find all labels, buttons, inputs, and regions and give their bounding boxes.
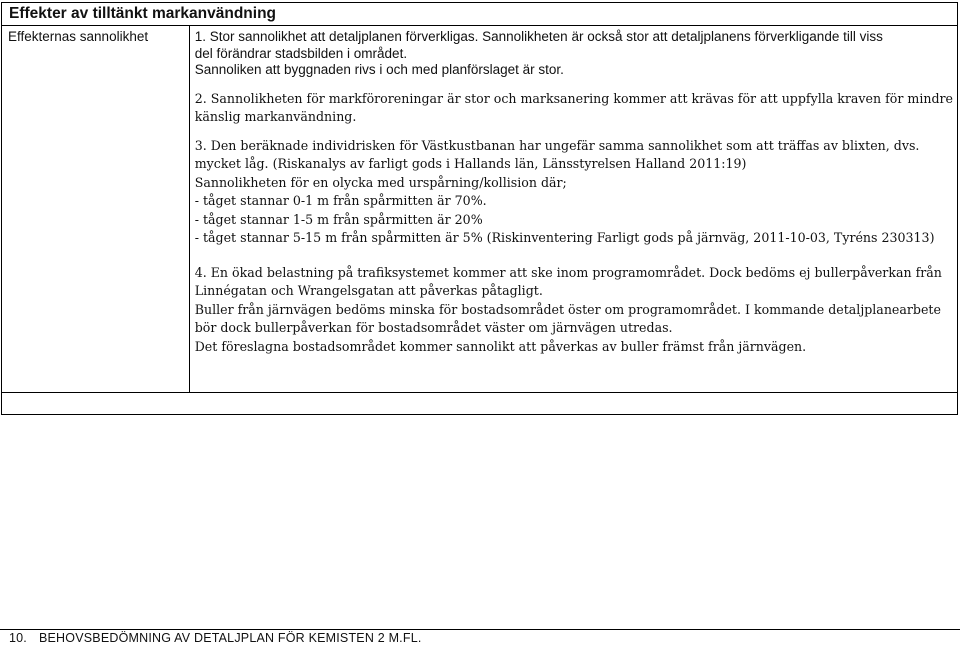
page-footer <box>0 629 960 647</box>
item-4 <box>195 264 953 357</box>
row-label: Effekternas sannolikhet <box>2 26 190 392</box>
assessment-table <box>1 2 958 415</box>
item-4-line: 4. En ökad belastning på trafiksystemet kommer att ske inom programområdet. Dock bedöms ej bullerpåverkan från <box>194 264 942 280</box>
table-row <box>1 26 958 393</box>
item-3-line: - tåget stannar 0-1 m från spårmitten är 70%. <box>194 193 487 208</box>
row-content <box>190 26 957 392</box>
item-2 <box>195 90 953 127</box>
item-1-line: Sannoliken att byggnaden rivs i och med planförslaget är stor. <box>194 62 564 77</box>
footer-title: BEHOVSBEDÖMNING AV DETALJPLAN FÖR KEMISTEN 2 M.FL. <box>38 631 422 645</box>
item-3-line: - tåget stannar 1-5 m från spårmitten är 20% <box>194 211 483 227</box>
item-3-line: 3. Den beräknade individrisken för Västkustbanan har ungefär samma sannolikhet som att träffas av blixten, dvs. <box>194 137 920 153</box>
table-heading: Effekter av tilltänkt markanvändning <box>1 2 958 26</box>
item-1 <box>195 29 953 79</box>
item-2-line: 2. Sannolikheten för markföroreningar är stor och marksanering kommer att krävas för att uppfylla kraven för mindre <box>194 90 953 106</box>
empty-table-row <box>1 393 958 415</box>
item-4-line: Det föreslagna bostadsområdet kommer sannolikt att påverkas av buller främst från järnvägen. <box>194 338 807 354</box>
item-3-line: mycket låg. (Riskanalys av farligt gods i Hallands län, Länsstyrelsen Halland 2011:19) <box>194 156 747 171</box>
item-1-line: del förändrar stadsbilden i området. <box>194 45 408 61</box>
item-3 <box>195 137 953 248</box>
item-2-line: känslig markanvändning. <box>194 109 357 124</box>
page-number: 10. <box>9 631 27 645</box>
item-3-line: - tåget stannar 5-15 m från spårmitten är 5% (Riskinventering Farligt gods på järnväg, 2011-10-03, Tyréns 230313) <box>194 230 935 245</box>
item-4-line: Buller från järnvägen bedöms minska för bostadsområdet öster om programområdet. I kommande detaljplanearbete <box>194 301 941 317</box>
item-1-line: 1. Stor sannolikhet att detaljplanen förverkligas. Sannolikheten är också stor att detaljplanens förverkligande till viss <box>194 29 883 44</box>
item-4-line: bör dock bullerpåverkan för bostadsområdet väster om järnvägen utredas. <box>194 320 673 335</box>
item-3-line: Sannolikheten för en olycka med urspårning/kollision där; <box>194 174 567 190</box>
footer-rule <box>0 629 960 630</box>
item-4-line: Linnégatan och Wrangelsgatan att påverkas påtagligt. <box>194 283 543 298</box>
